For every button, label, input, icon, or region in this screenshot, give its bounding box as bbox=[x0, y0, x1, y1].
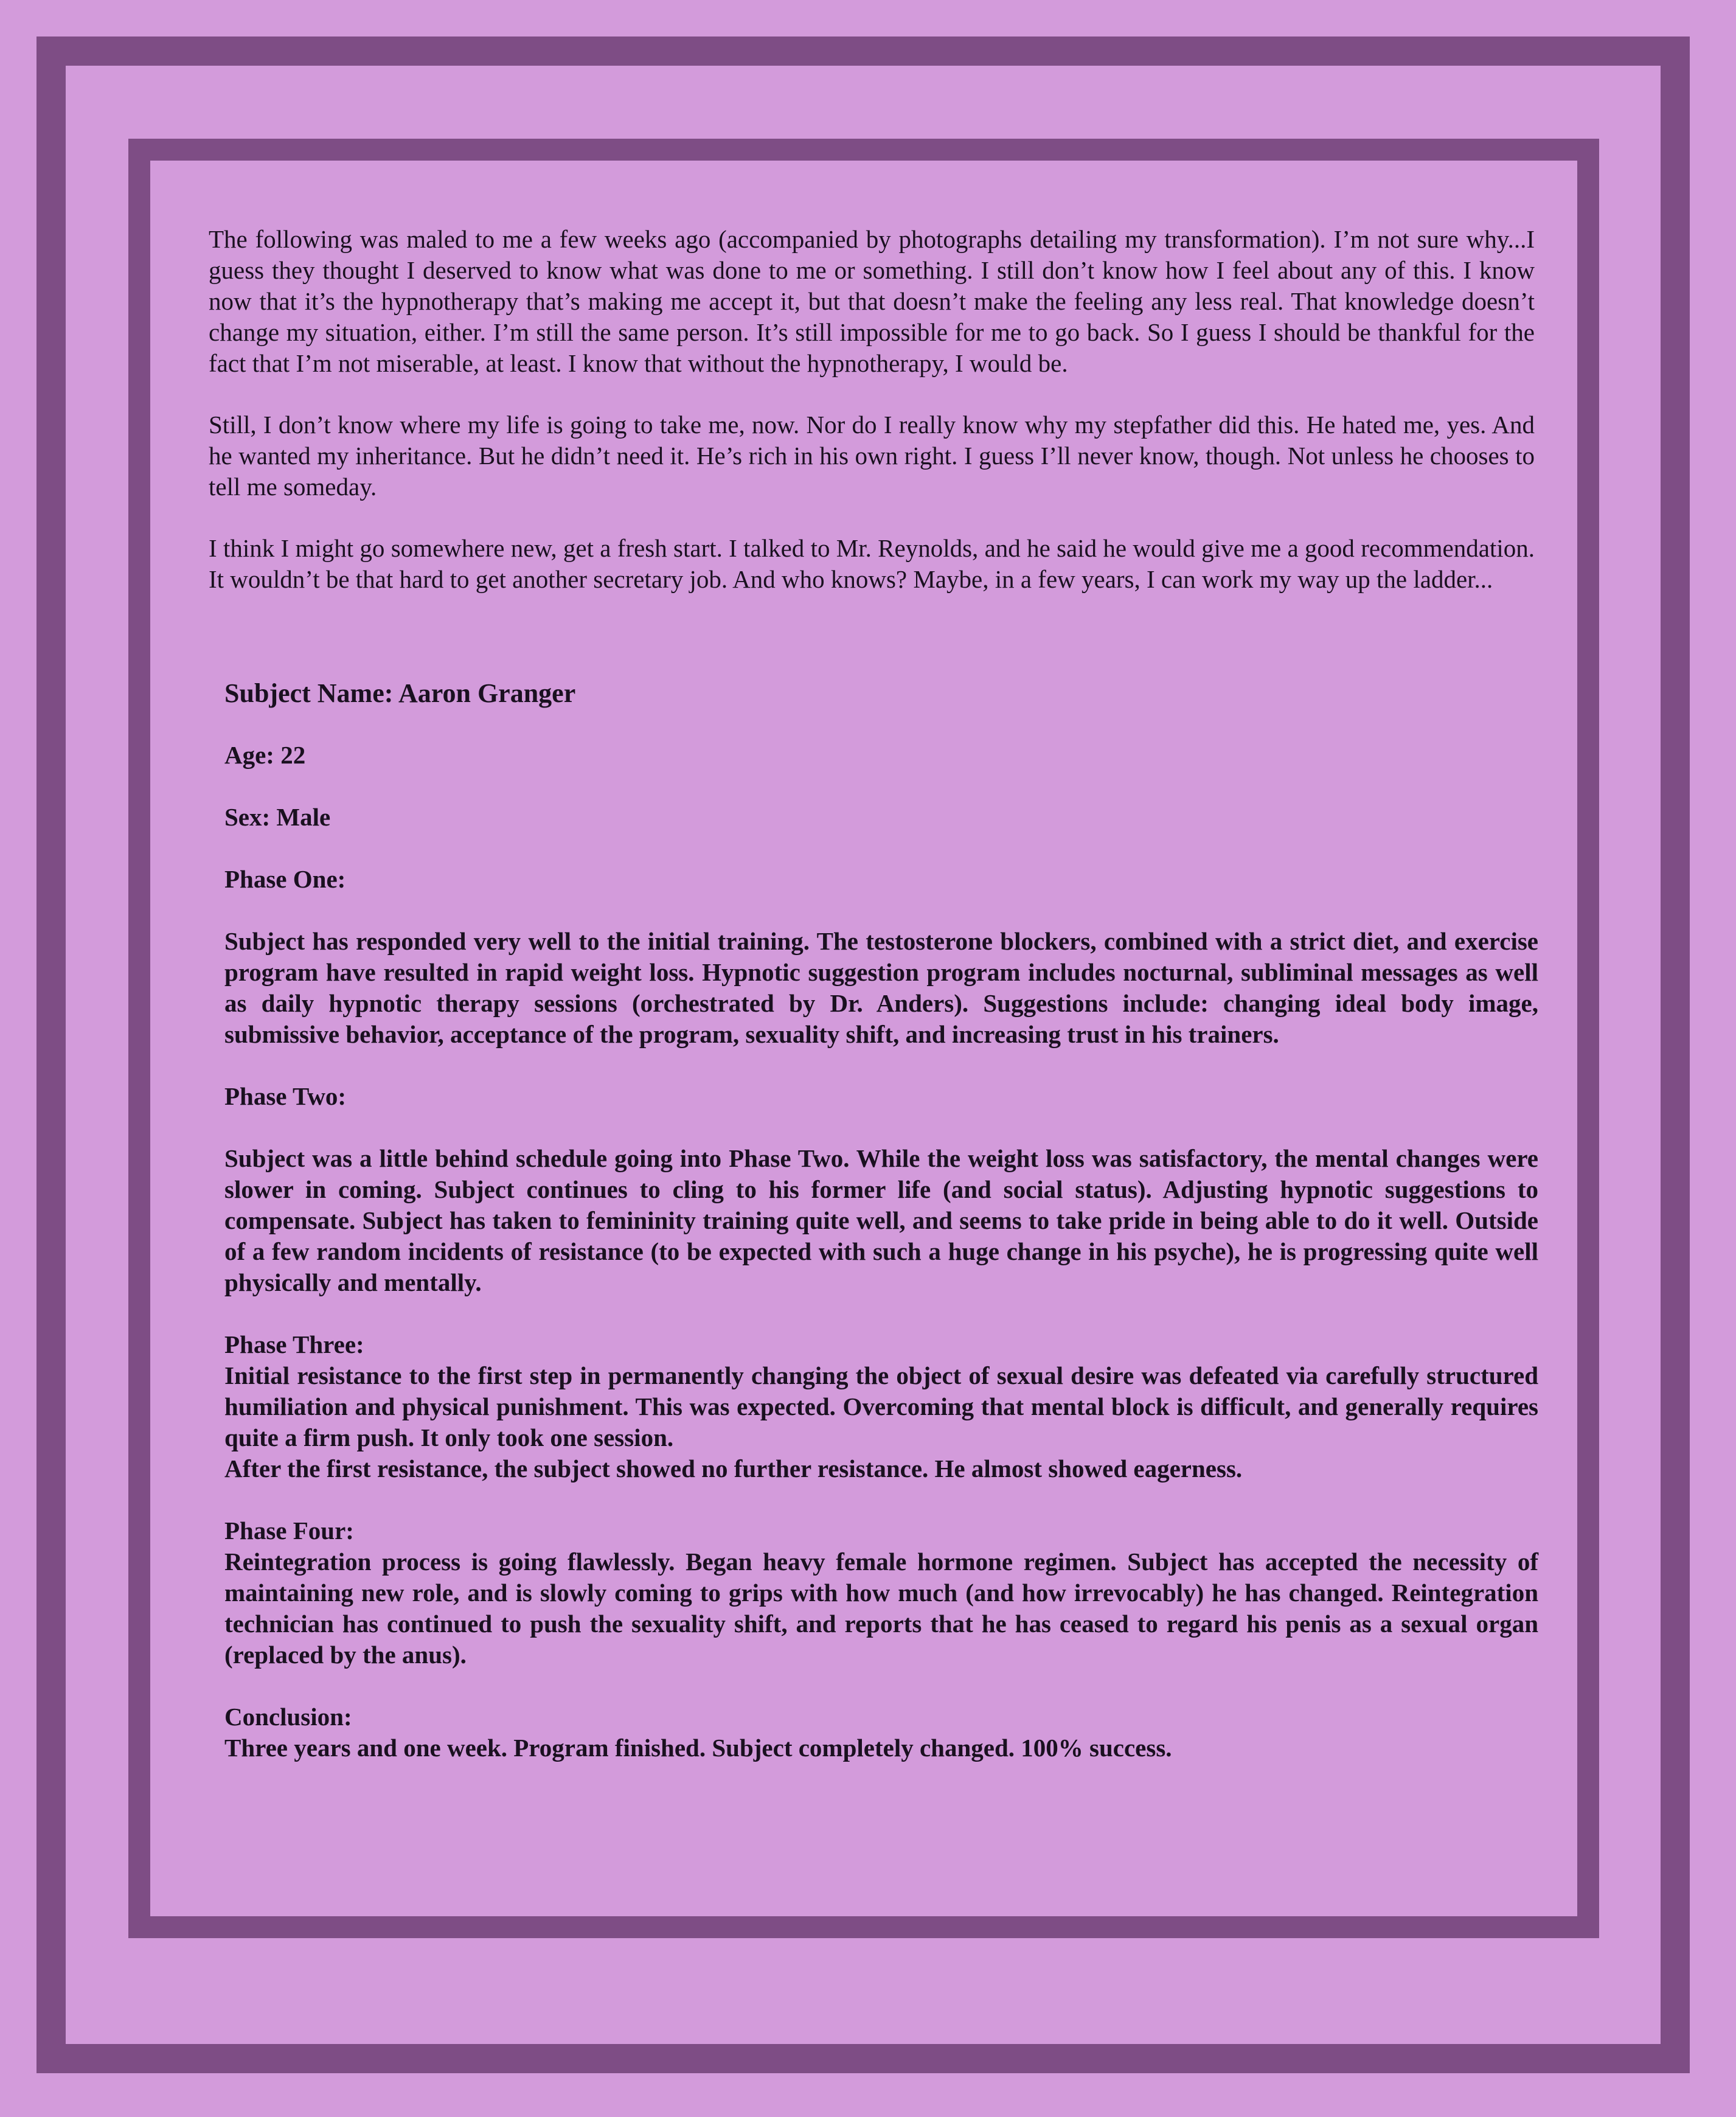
phase-four-text: Reintegration process is going flawlessly. Began heavy female hormone regimen. Subject has accepted the necessity of maintaining new role, and is slowly coming to grips with how much (and how irrevocably) he has changed. Reintegration technician has continued to push the sexuality shift, and reports that he has ceased to regard his penis as a sexual organ (replaced by the anus). bbox=[224, 1548, 1538, 1669]
subject-sex: Sex: Male bbox=[224, 803, 331, 831]
narrative-paragraph-1: The following was maled to me a few weeks ago (accompanied by photographs detailing my transformation). I’m not sure why...I guess they thought I deserved to know what was done to me or something. I still don’t know how I feel about any of this. I know now that it’s the hypnotherapy that’s making me accept it, but that doesn’t make the feeling any less real. That knowledge doesn’t change my situation, either. I’m still the same person. It’s still impossible for me to go back. So I guess I should be thankful for the fact that I’m not miserable, at least. I know that without the hypnotherapy, I would be. bbox=[209, 225, 1535, 377]
conclusion-heading: Conclusion: bbox=[224, 1703, 352, 1731]
page-content bbox=[209, 224, 1538, 1764]
subject-name: Subject Name: Aaron Granger bbox=[224, 678, 576, 708]
phase-one-heading: Phase One: bbox=[224, 865, 346, 893]
phase-four-heading: Phase Four: bbox=[224, 1517, 354, 1545]
phase-one-text: Subject has responded very well to the initial training. The testosterone blockers, combined with a strict diet, and exercise program have resulted in rapid weight loss. Hypnotic suggestion program includes nocturnal, subliminal messages as well as daily hypnotic therapy sessions (orchestrated by Dr. Anders). Suggestions include: changing ideal body image, submissive behavior, acceptance of the program, sexuality shift, and increasing trust in his trainers. bbox=[224, 927, 1538, 1048]
subject-report bbox=[224, 678, 1538, 1764]
narrative-paragraph-3: I think I might go somewhere new, get a fresh start. I talked to Mr. Reynolds, and he said he would give me a good recommendation. It wouldn’t be that hard to get another secretary job. And who knows? Maybe, in a few years, I can work my way up the ladder... bbox=[209, 534, 1535, 593]
phase-three-heading: Phase Three: bbox=[224, 1330, 364, 1358]
phase-two-heading: Phase Two: bbox=[224, 1082, 347, 1110]
narrative-section bbox=[209, 224, 1535, 595]
phase-two-text: Subject was a little behind schedule going into Phase Two. While the weight loss was satisfactory, the mental changes were slower in coming. Subject continues to cling to his former life (and social status). Adjusting hypnotic suggestions to compensate. Subject has taken to femininity training quite well, and seems to take pride in being able to do it well. Outside of a few random incidents of resistance (to be expected with such a huge change in his psyche), he is progressing quite well physically and mentally. bbox=[224, 1144, 1538, 1296]
subject-age: Age: 22 bbox=[224, 741, 306, 769]
conclusion-text: Three years and one week. Program finished. Subject completely changed. 100% success. bbox=[224, 1734, 1172, 1762]
phase-three-text: Initial resistance to the first step in permanently changing the object of sexual desire was defeated via carefully structured humiliation and physical punishment. This was expected. Overcoming that mental block is difficult, and generally requires quite a firm push. It only took one session. bbox=[224, 1361, 1538, 1451]
narrative-paragraph-2: Still, I don’t know where my life is going to take me, now. Nor do I really know why my stepfather did this. He hated me, yes. And he wanted my inheritance. But he didn’t need it. He’s rich in his own right. I guess I’ll never know, though. Not unless he chooses to tell me someday. bbox=[209, 411, 1535, 501]
phase-three-text-2: After the first resistance, the subject showed no further resistance. He almost showed eagerness. bbox=[224, 1455, 1243, 1483]
